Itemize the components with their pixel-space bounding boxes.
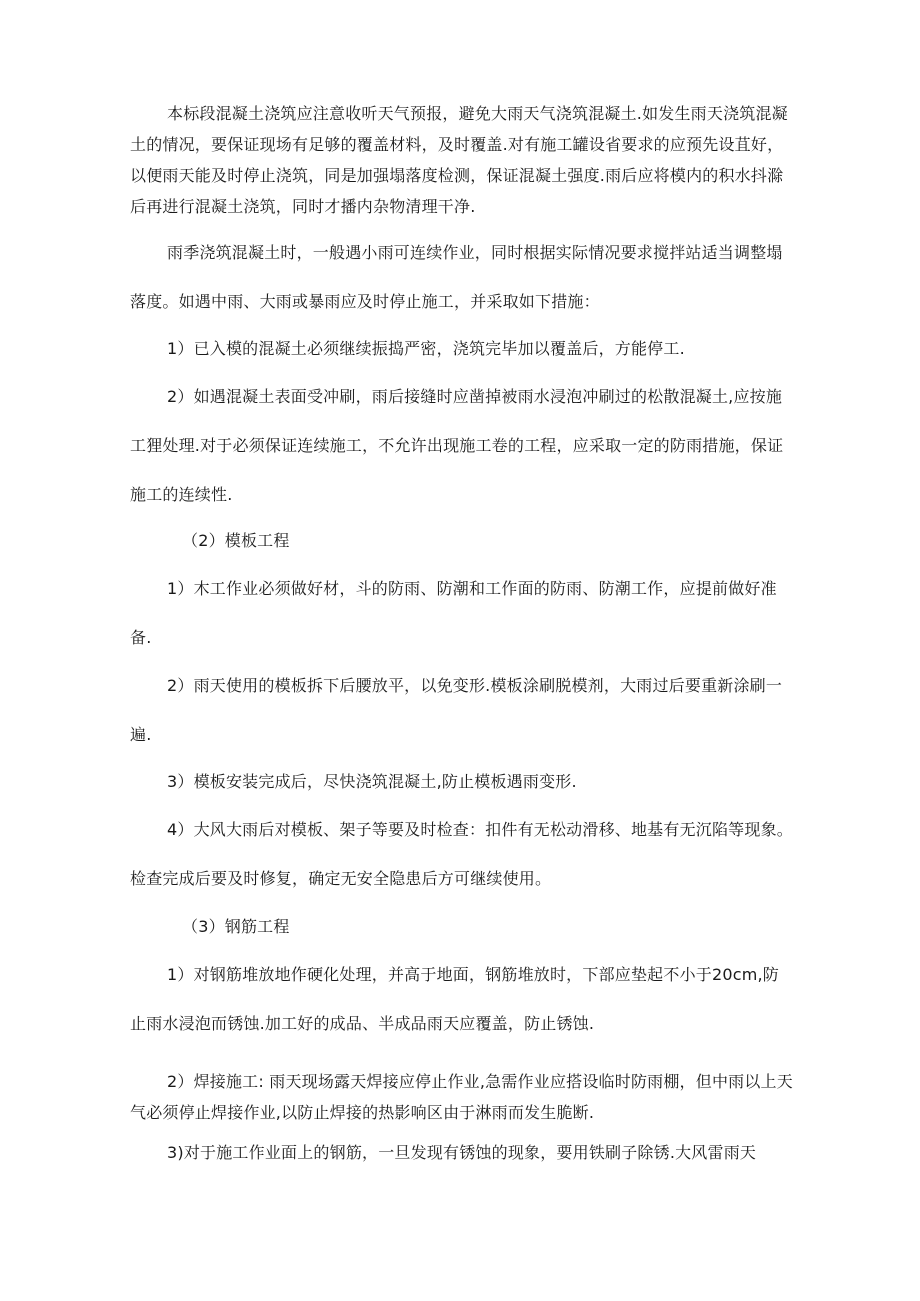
- paragraph-formwork-4: 4）大风大雨后对模板、架子等要及时检查：扣件有无松动滑移、地基有无沉陷等现象。检查完成后要及时修复，确定无安全隐患后方可继续使用。: [130, 820, 793, 888]
- paragraph-rebar-3: 3)对于施工作业面上的钢筋，一旦发现有锈蚀的现象，要用铁刷子除锈.大风雷雨天: [167, 1143, 757, 1162]
- paragraph-rainy-pouring: 雨季浇筑混凝土时，一般遇小雨可连续作业，同时根据实际情况要求搅拌站适当调整塌落度。如遇中雨、大雨或暴雨应及时停止施工，并采取如下措施：: [130, 243, 783, 311]
- paragraph-concrete-forecast: 本标段混凝土浇筑应注意收听天气预报，避免大雨天气浇筑混凝土.如发生雨天浇筑混凝土的情况，要保证现场有足够的覆盖材料，及时覆盖.对有施工罐设省要求的应预先设苴好，以便雨天能及时停止浇筑，同是加强塌落度检测，保证混凝土强度.雨后应将模内的积水抖滁后再进行混凝土浇筑，同时才播内杂物清理干净.: [130, 104, 788, 216]
- section-heading-formwork: （2）模板工程: [182, 531, 290, 550]
- paragraph-rebar-2: 2）焊接施工: 雨天现场露天焊接应停止作业,急需作业应搭设临时防雨棚，但中雨以上天气必须停止焊接作业,以防止焊接的热影响区由于淋雨而发生脆断.: [130, 1072, 793, 1122]
- paragraph-item-1: 1）已入模的混凝土必须继续振捣严密，浇筑完毕加以覆盖后，方能停工.: [167, 339, 685, 358]
- paragraph-formwork-3: 3）模板安装完成后，尽快浇筑混凝土,防止模板遇雨变形.: [167, 772, 577, 791]
- section-heading-rebar: （3）钢筋工程: [182, 917, 290, 936]
- paragraph-item-2: 2）如遇混凝土表面受冲刷，雨后接缝时应凿掉被雨水浸泡冲刷过的松散混凝土,应按施工狸处理.对于必须保证连续施工，不允许出现施工卷的工程，应采取一定的防雨措施，保证施工的连续性.: [130, 387, 784, 504]
- paragraph-rebar-1: 1）对钢筋堆放地作硬化处理，并高于地面，钢筋堆放时，下部应垫起不小于20cm,防止雨水浸泡而锈蚀.加工好的成品、半成品雨天应覆盖，防止锈蚀.: [130, 965, 780, 1033]
- paragraph-formwork-2: 2）雨天使用的模板拆下后腰放平，以免变形.模板涂刷脱模剂，大雨过后要重新涂刷一遍.: [130, 676, 783, 744]
- paragraph-formwork-1: 1）木工作业必须做好材，斗的防雨、防潮和工作面的防雨、防潮工作，应提前做好准备.: [130, 579, 777, 647]
